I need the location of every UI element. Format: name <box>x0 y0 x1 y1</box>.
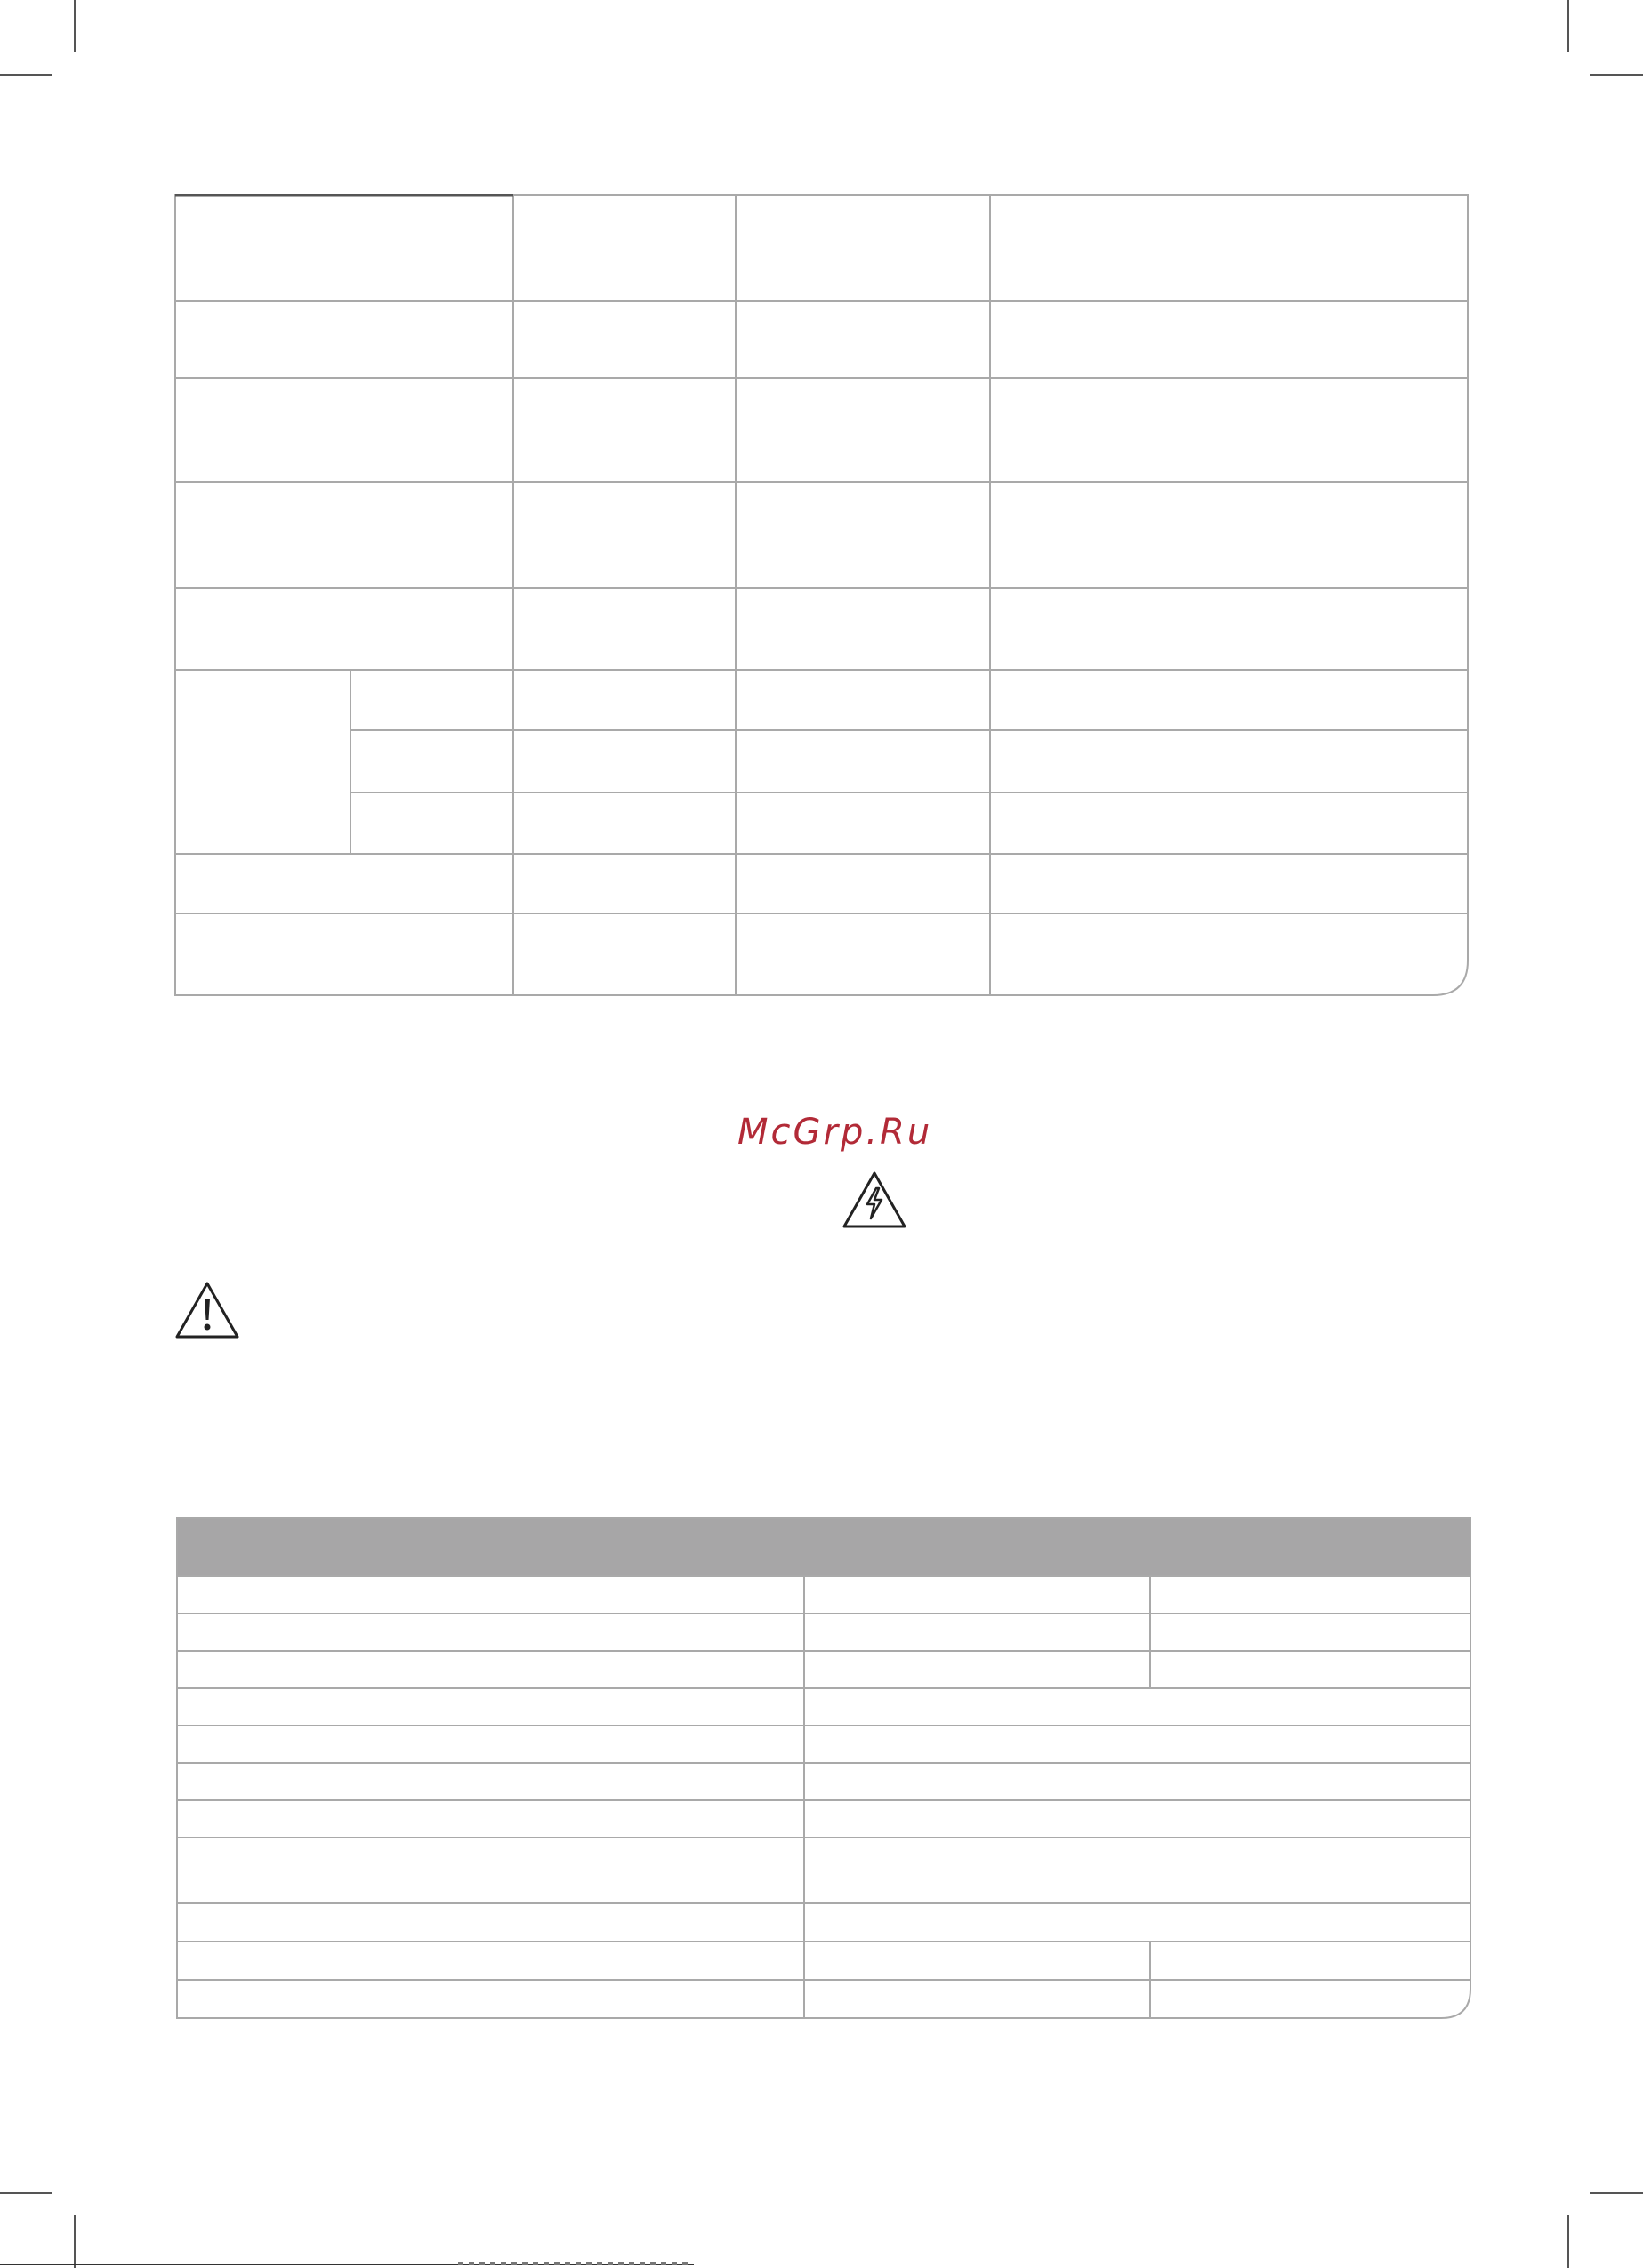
high-voltage-warning-icon <box>842 1170 907 1229</box>
grid-lines-upper <box>174 194 1469 996</box>
watermark-text: McGrp.Ru <box>737 1112 933 1153</box>
specification-grid-upper <box>174 194 1469 996</box>
footer-tick-strip <box>458 2262 689 2265</box>
crop-mark <box>1590 2192 1643 2194</box>
crop-mark <box>1567 2215 1569 2268</box>
crop-mark <box>0 2192 52 2194</box>
crop-mark <box>0 74 52 76</box>
exclamation-warning-icon <box>174 1281 240 1339</box>
crop-mark <box>1567 0 1569 52</box>
specification-grid-lower <box>176 1517 1471 2019</box>
crop-mark <box>1590 74 1643 76</box>
grid-lines-lower <box>176 1517 1471 2019</box>
crop-mark <box>74 0 76 52</box>
crop-mark <box>74 2215 76 2268</box>
